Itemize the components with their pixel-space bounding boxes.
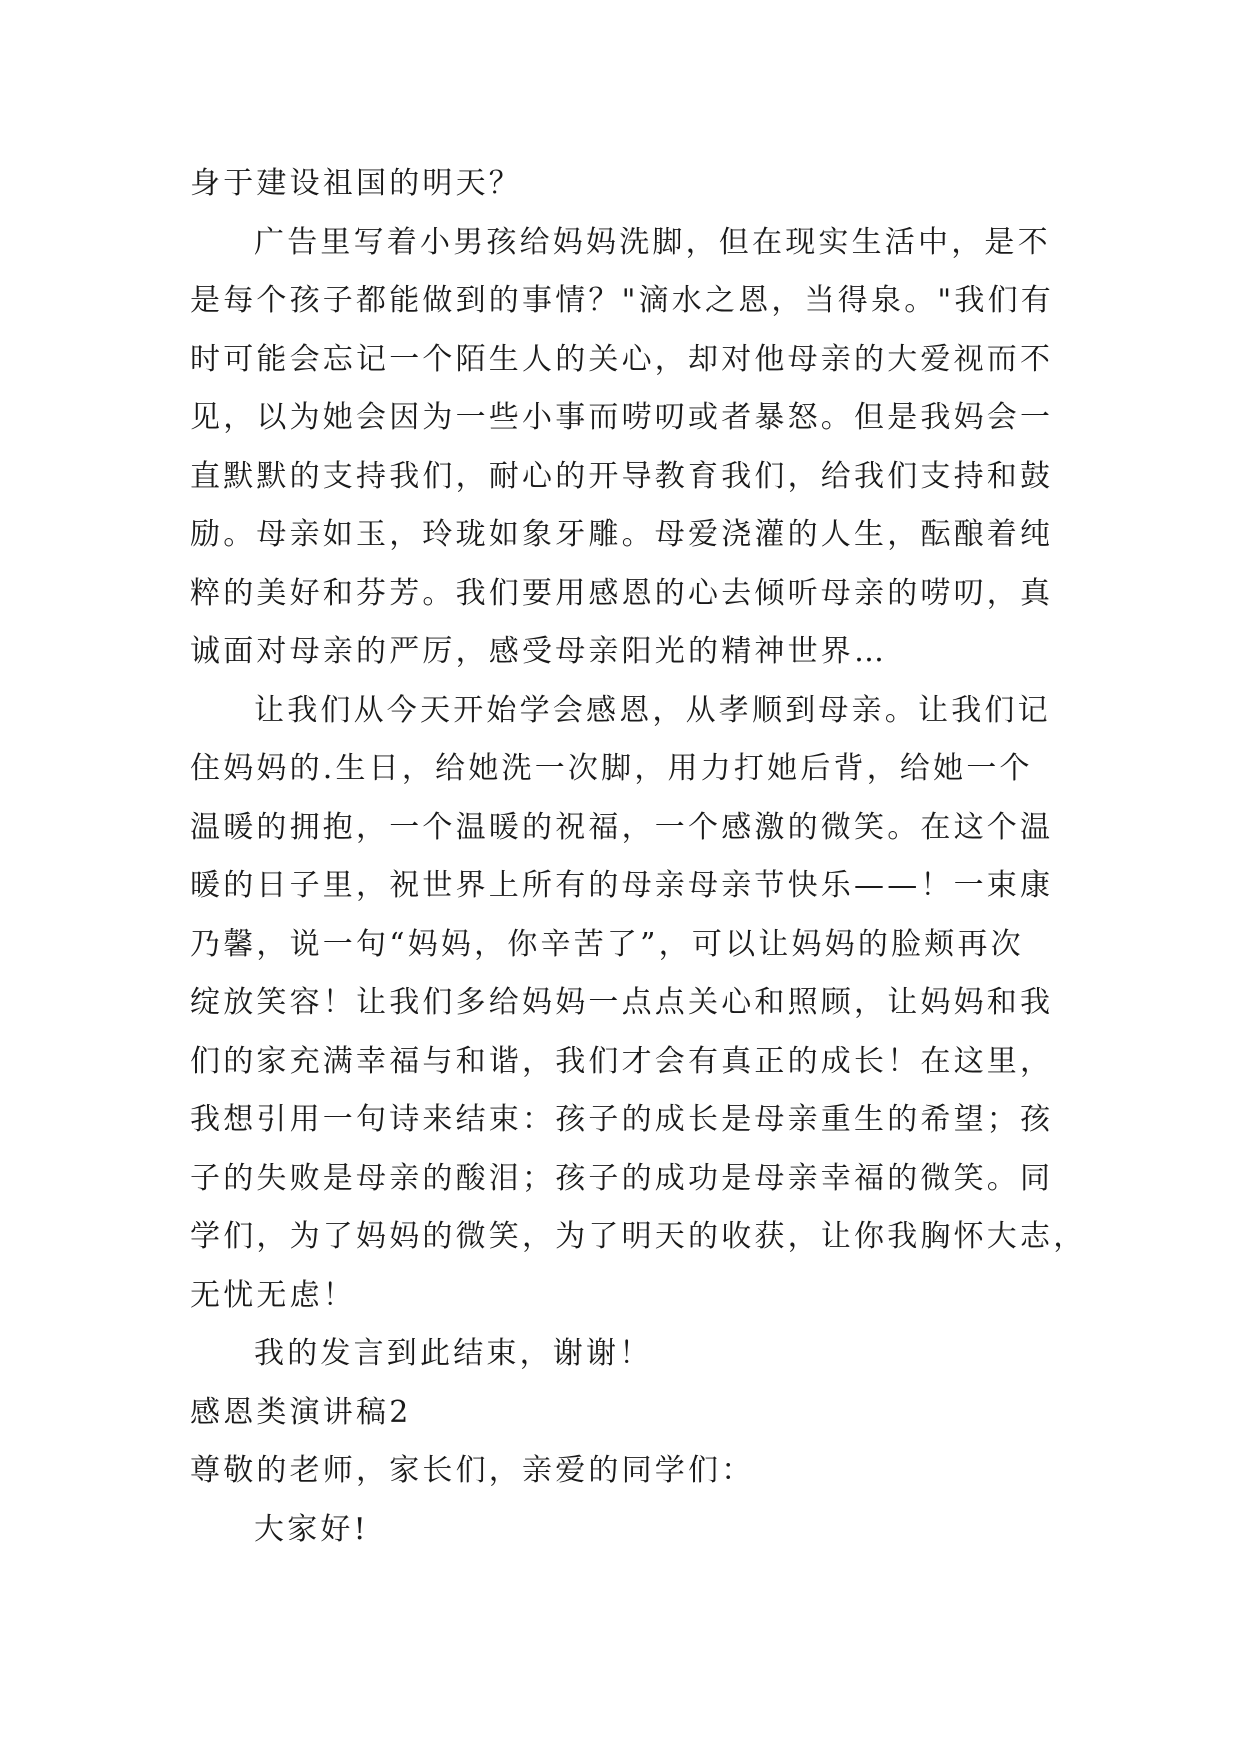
text-line: 让我们从今天开始学会感恩，从孝顺到母亲。让我们记 bbox=[254, 692, 1051, 728]
text-line: 时可能会忘记一个陌生人的关心，却对他母亲的大爱视而不 bbox=[190, 341, 1054, 377]
text-line: 诚面对母亲的严厉，感受母亲阳光的精神世界… bbox=[190, 634, 888, 669]
salutation: 尊敬的老师，家长们，亲爱的同学们： bbox=[190, 1453, 755, 1488]
text-line: 见，以为她会因为一些小事而唠叨或者暴怒。但是我妈会一 bbox=[190, 400, 1054, 435]
text-line: 无忧无虑！ bbox=[190, 1277, 356, 1313]
text-line: 子的失败是母亲的酸泪；孩子的成功是母亲幸福的微笑。同 bbox=[190, 1160, 1054, 1196]
text-line: 广告里写着小男孩给妈妈洗脚，但在现实生活中，是不 bbox=[254, 224, 1051, 260]
text-line: 乃馨，说一句“妈妈，你辛苦了”，可以让妈妈的脸颊再次 bbox=[190, 926, 1024, 962]
text-line: 我的发言到此结束，谢谢！ bbox=[254, 1336, 653, 1371]
text-line: 住妈妈的.生日，给她洗一次脚，用力打她后背，给她一个 bbox=[190, 751, 1033, 786]
text-line: 绽放笑容！让我们多给妈妈一点点关心和照顾，让妈妈和我 bbox=[190, 985, 1054, 1020]
text-line: 励。母亲如玉，玲珑如象牙雕。母爱浇灌的人生，酝酿着纯 bbox=[190, 517, 1054, 552]
text-line: 是每个孩子都能做到的事情？"滴水之恩，当得泉。"我们有 bbox=[190, 283, 1054, 318]
greeting: 大家好! bbox=[254, 1511, 369, 1547]
text-line: 温暖的拥抱，一个温暖的祝福，一个感激的微笑。在这个温 bbox=[190, 809, 1054, 845]
text-line: 我想引用一句诗来结束：孩子的成长是母亲重生的希望；孩 bbox=[190, 1102, 1054, 1137]
text-line: 们的家充满幸福与和谐，我们才会有真正的成长！在这里， bbox=[190, 1043, 1054, 1079]
section-heading: 感恩类演讲稿2 bbox=[190, 1394, 412, 1430]
document-page bbox=[190, 155, 1087, 1559]
text-line: 粹的美好和芬芳。我们要用感恩的心去倾听母亲的唠叨，真 bbox=[190, 575, 1054, 611]
text-line: 学们，为了妈妈的微笑，为了明天的收获，让你我胸怀大志， bbox=[190, 1219, 1087, 1254]
text-line: 直默默的支持我们，耐心的开导教育我们，给我们支持和鼓 bbox=[190, 458, 1054, 494]
text-line: 暖的日子里，祝世界上所有的母亲母亲节快乐——！一束康 bbox=[190, 868, 1054, 903]
text-line: 身于建设祖国的明天？ bbox=[190, 166, 522, 201]
